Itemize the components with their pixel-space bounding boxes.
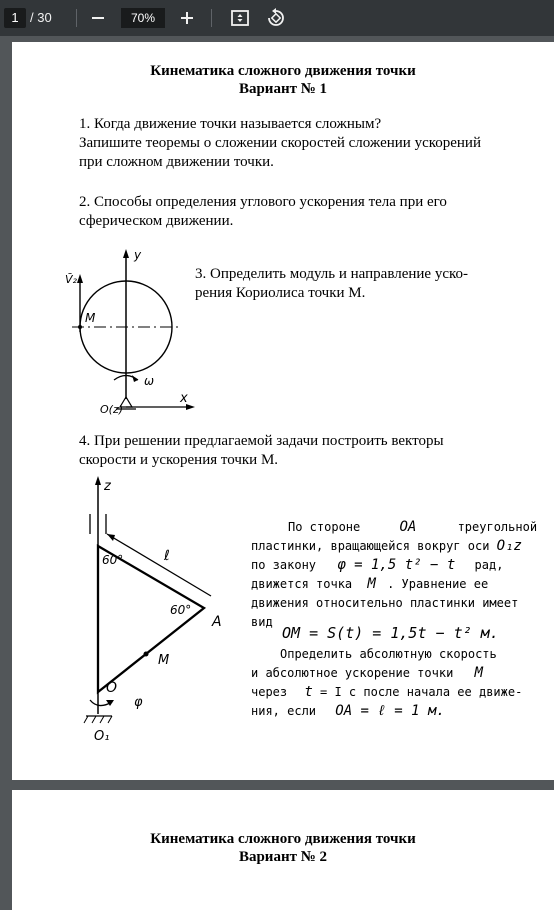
axis-x-label: x: [180, 391, 188, 406]
task-formula: OA: [399, 519, 417, 535]
document-page-1: [12, 42, 554, 780]
task-text: . Уравнение ее: [387, 577, 489, 591]
point-a-label: A: [212, 614, 222, 630]
question-2-line: 2. Способы определения углового ускорения тела при его: [79, 194, 447, 210]
plus-icon[interactable]: [175, 6, 199, 30]
task-formula: M: [474, 665, 483, 681]
toolbar-divider: [211, 9, 212, 27]
motion-equation: OM = S(t) = 1,5t − t² м.: [282, 624, 499, 642]
task-formula: OA = ℓ = 1 м.: [335, 703, 445, 719]
question-2-line: сферическом движении.: [79, 213, 234, 229]
question-3-line: 3. Определить модуль и направление уско-: [195, 266, 468, 282]
task-formula: φ = 1,5 t² − t: [337, 557, 456, 573]
task-text: движется точка: [251, 577, 353, 591]
question-1-line: Запишите теоремы о сложении скоростей сложении ускорений: [79, 135, 481, 151]
task-line: [251, 575, 488, 593]
minus-icon[interactable]: [86, 6, 110, 30]
variant-title: Вариант № 1: [238, 81, 328, 97]
point-o1-label: O₁: [94, 729, 110, 744]
task-line: [251, 702, 445, 720]
task-text: треугольной: [457, 520, 538, 534]
task-line: [251, 537, 522, 555]
rotate-icon[interactable]: [264, 6, 288, 30]
question-4-line: 4. При решении предлагаемой задачи построить векторы: [79, 433, 444, 449]
task-line: [251, 683, 522, 701]
task-formula: O₁z: [496, 538, 522, 554]
page-title: Кинематика сложного движения точки: [150, 831, 416, 847]
page-total: / 30: [30, 10, 52, 25]
task-line: движения относительно пластинки имеет: [251, 596, 519, 610]
task-text: и абсолютное ускорение точки: [251, 666, 454, 680]
angle-label: 60°: [170, 603, 192, 617]
question-1-line: 1. Когда движение точки называется сложным?: [79, 116, 382, 132]
task-text: ния, если: [251, 704, 317, 718]
task-text: рад,: [474, 558, 504, 572]
phi-label: φ: [134, 695, 143, 710]
task-line: [288, 518, 537, 536]
task-line: [251, 556, 503, 574]
question-1-line: при сложном движении точки.: [79, 154, 274, 170]
pdf-toolbar: [0, 0, 554, 36]
zoom-input[interactable]: 70%: [121, 8, 165, 28]
task-text: По стороне: [288, 520, 361, 534]
task-text: = I с после начала ее движе-: [320, 685, 523, 699]
point-m-label: M: [85, 311, 96, 325]
question-3-line: рения Кориолиса точки М.: [195, 285, 366, 301]
task-text: по закону: [251, 558, 317, 572]
task-line: [251, 613, 273, 631]
document-page-2: [12, 790, 554, 910]
task-text: пластинки, вращающейся вокруг оси: [251, 539, 490, 553]
task-formula: M: [367, 576, 376, 592]
task-line: Определить абсолютную скорость: [280, 647, 497, 661]
page-number-input[interactable]: 1: [4, 8, 26, 28]
variant-title: Вариант № 2: [238, 849, 328, 865]
omega-label: ω: [144, 374, 155, 388]
origin-label: O(z): [100, 403, 124, 416]
task-line: [251, 664, 483, 682]
figure-disk-coriolis: [50, 247, 200, 432]
axis-z-label: z: [104, 479, 111, 494]
page-title: Кинематика сложного движения точки: [150, 63, 416, 79]
question-4-line: скорости и ускорения точки М.: [79, 452, 279, 468]
axis-y-label: y: [134, 248, 142, 262]
point-m-label: M: [158, 653, 170, 668]
velocity-label: V̄₂: [65, 273, 77, 286]
task-text: через: [251, 685, 288, 699]
task-formula: t: [304, 684, 313, 700]
fit-page-icon[interactable]: [228, 6, 252, 30]
figure-triangle-plate: [72, 474, 242, 744]
angle-label: 60°: [102, 553, 124, 567]
length-label: ℓ: [164, 548, 170, 564]
toolbar-divider: [76, 9, 77, 27]
task-text: вид: [251, 615, 273, 629]
point-o-label: O: [106, 680, 118, 696]
